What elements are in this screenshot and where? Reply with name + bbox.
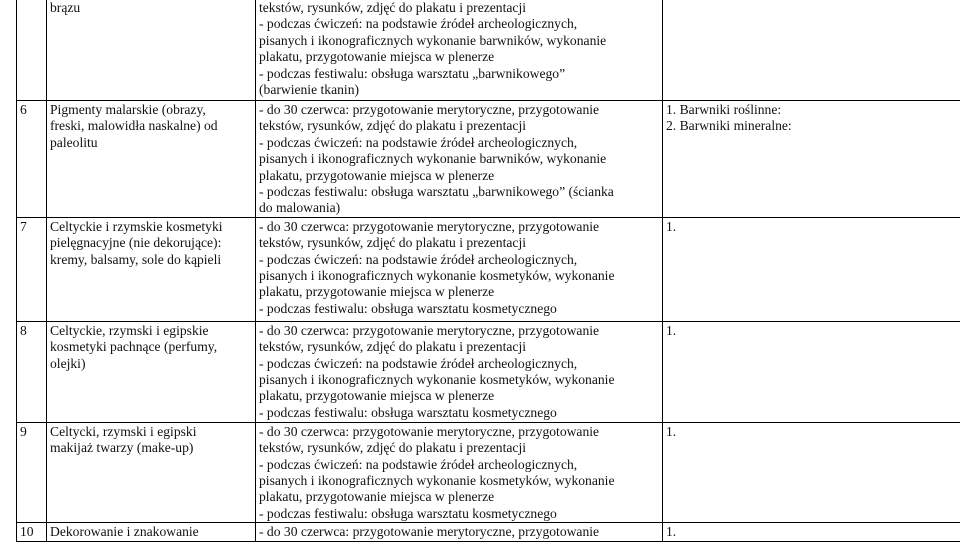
topic-line: freski, malowidła naskalne) od [50, 118, 252, 134]
table-row [17, 217, 960, 321]
table-row [17, 101, 960, 218]
activities-cell [256, 422, 663, 522]
row-number: 9 [17, 422, 47, 522]
activity-line: tekstów, rysunków, zdjęć do plakatu i prezentacji [259, 339, 659, 355]
topic-line: kremy, balsamy, sole do kąpieli [50, 252, 252, 268]
notes-cell [663, 217, 960, 321]
topic-cell [47, 422, 256, 522]
note-line: 1. [666, 323, 957, 339]
row-number [17, 0, 47, 101]
activity-line: pisanych i ikonograficznych wykonanie barwników, wykonanie [259, 33, 659, 49]
table-row [17, 422, 960, 522]
note-line: 1. Barwniki roślinne: [666, 102, 957, 118]
topic-cell [47, 101, 256, 218]
workshop-table [16, 0, 960, 542]
activities-cell [256, 101, 663, 218]
activities-cell [256, 0, 663, 101]
topic-line: olejki) [50, 356, 252, 372]
table-body [17, 0, 960, 542]
activity-line: plakatu, przygotowanie miejsca w plenerze [259, 284, 659, 300]
topic-cell [47, 321, 256, 422]
activity-line: plakatu, przygotowanie miejsca w plenerze [259, 168, 659, 184]
activity-line: do malowania) [259, 200, 659, 216]
notes-cell [663, 0, 960, 101]
activity-line: - podczas ćwiczeń: na podstawie źródeł archeologicznych, [259, 457, 659, 473]
note-line: 1. [666, 424, 957, 440]
activity-line: plakatu, przygotowanie miejsca w plenerze [259, 49, 659, 65]
activity-line: - podczas festiwalu: obsługa warsztatu „barwnikowego” (ścianka [259, 184, 659, 200]
topic-line: Celtyckie, rzymski i egipskie [50, 323, 252, 339]
activities-cell [256, 321, 663, 422]
activity-line: - podczas festiwalu: obsługa warsztatu kosmetycznego [259, 405, 659, 421]
topic-line: paleolitu [50, 135, 252, 151]
activity-line: - podczas ćwiczeń: na podstawie źródeł archeologicznych, [259, 356, 659, 372]
activity-line: tekstów, rysunków, zdjęć do plakatu i prezentacji [259, 0, 659, 16]
activity-line: - podczas festiwalu: obsługa warsztatu kosmetycznego [259, 301, 659, 317]
notes-cell [663, 101, 960, 218]
table-row [17, 321, 960, 422]
topic-cell [47, 217, 256, 321]
activity-line: - podczas festiwalu: obsługa warsztatu „barwnikowego” [259, 66, 659, 82]
notes-cell [663, 321, 960, 422]
activity-line: - podczas festiwalu: obsługa warsztatu kosmetycznego [259, 506, 659, 522]
activity-line: tekstów, rysunków, zdjęć do plakatu i prezentacji [259, 440, 659, 456]
note-line: 1. [666, 219, 957, 235]
activity-line: plakatu, przygotowanie miejsca w plenerze [259, 388, 659, 404]
topic-line: makijaż twarzy (make-up) [50, 440, 252, 456]
note-line: 1. [666, 524, 957, 540]
activity-line: tekstów, rysunków, zdjęć do plakatu i prezentacji [259, 235, 659, 251]
activity-line: pisanych i ikonograficznych wykonanie barwników, wykonanie [259, 151, 659, 167]
activity-line: plakatu, przygotowanie miejsca w plenerze [259, 489, 659, 505]
activity-line: - do 30 czerwca: przygotowanie merytoryczne, przygotowanie [259, 323, 659, 339]
topic-line: Celtycki, rzymski i egipski [50, 424, 252, 440]
activity-line: pisanych i ikonograficznych wykonanie kosmetyków, wykonanie [259, 372, 659, 388]
activity-line: - podczas ćwiczeń: na podstawie źródeł archeologicznych, [259, 135, 659, 151]
activities-cell [256, 217, 663, 321]
topic-line: pielęgnacyjne (nie dekorujące): [50, 235, 252, 251]
row-number: 6 [17, 101, 47, 218]
topic-line: Dekorowanie i znakowanie [50, 524, 252, 540]
activity-line: - do 30 czerwca: przygotowanie merytoryczne, przygotowanie [259, 219, 659, 235]
row-number: 10 [17, 523, 47, 542]
activity-line: - do 30 czerwca: przygotowanie merytoryczne, przygotowanie [259, 524, 659, 540]
row-number: 7 [17, 217, 47, 321]
notes-cell [663, 422, 960, 522]
activity-line: - podczas ćwiczeń: na podstawie źródeł archeologicznych, [259, 252, 659, 268]
topic-line: kosmetyki pachnące (perfumy, [50, 339, 252, 355]
topic-line: brązu [50, 0, 252, 16]
activity-line: - podczas ćwiczeń: na podstawie źródeł archeologicznych, [259, 16, 659, 32]
topic-line: Celtyckie i rzymskie kosmetyki [50, 219, 252, 235]
topic-cell [47, 0, 256, 101]
table-row [17, 0, 960, 101]
activity-line: - do 30 czerwca: przygotowanie merytoryczne, przygotowanie [259, 424, 659, 440]
activity-line: tekstów, rysunków, zdjęć do plakatu i prezentacji [259, 118, 659, 134]
activity-line: pisanych i ikonograficznych wykonanie kosmetyków, wykonanie [259, 268, 659, 284]
note-line: 2. Barwniki mineralne: [666, 118, 957, 134]
row-number: 8 [17, 321, 47, 422]
activity-line: pisanych i ikonograficznych wykonanie kosmetyków, wykonanie [259, 473, 659, 489]
activity-line: (barwienie tkanin) [259, 82, 659, 98]
activity-line: - do 30 czerwca: przygotowanie merytoryczne, przygotowanie [259, 102, 659, 118]
topic-line: Pigmenty malarskie (obrazy, [50, 102, 252, 118]
